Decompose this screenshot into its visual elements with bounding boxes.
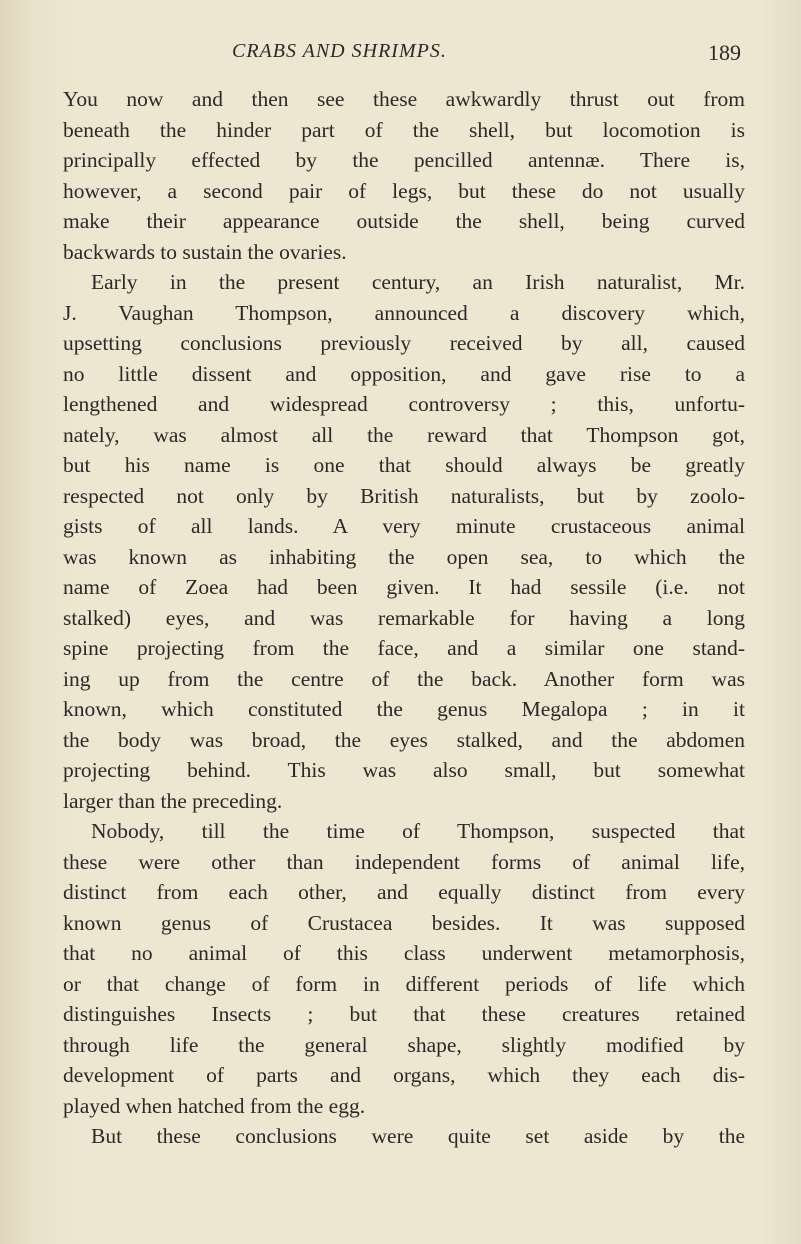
- text-line: beneath the hinder part of the shell, but locomotion is: [63, 117, 745, 142]
- text-line: no little dissent and opposition, and gave rise to a: [63, 361, 745, 386]
- text-line: respected not only by British naturalists, but by zoolo-: [63, 483, 745, 508]
- text-line: that no animal of this class underwent metamorphosis,: [63, 941, 745, 965]
- text-line: But these conclusions were quite set aside by the: [91, 1124, 745, 1148]
- paragraph: [63, 84, 745, 267]
- text-line: upsetting conclusions previously received by all, caused: [63, 331, 745, 355]
- paragraph: [63, 1121, 745, 1152]
- text-line: projecting behind. This was also small, but somewhat: [63, 758, 745, 782]
- page-number: 189: [708, 40, 741, 65]
- text-line: spine projecting from the face, and a similar one stand-: [63, 636, 745, 660]
- text-line: name of Zoea had been given. It had sessile (i.e. not: [63, 575, 745, 599]
- text-line: however, a second pair of legs, but these do not usually: [63, 178, 745, 203]
- text-line: backwards to sustain the ovaries.: [63, 239, 347, 264]
- text-line: or that change of form in different periods of life which: [63, 971, 745, 996]
- text-line: gists of all lands. A very minute crustaceous animal: [63, 514, 745, 538]
- text-line: J. Vaughan Thompson, announced a discovery which,: [63, 300, 745, 325]
- text-line: nately, was almost all the reward that Thompson got,: [63, 422, 745, 447]
- page-header: [0, 40, 801, 70]
- text-line: known, which constituted the genus Megalopa ; in it: [63, 697, 745, 721]
- text-line: lengthened and widespread controversy ; this, unfortu-: [63, 392, 745, 416]
- text-line: was known as inhabiting the open sea, to which the: [63, 544, 745, 569]
- text-line: Nobody, till the time of Thompson, suspected that: [91, 819, 745, 843]
- text-line: but his name is one that should always be greatly: [63, 453, 745, 477]
- text-line: ing up from the centre of the back. Another form was: [63, 666, 745, 691]
- paragraph: [63, 267, 745, 816]
- text-line: distinguishes Insects ; but that these creatures retained: [63, 1002, 745, 1026]
- text-line: the body was broad, the eyes stalked, and the abdomen: [63, 727, 745, 752]
- text-line: played when hatched from the egg.: [63, 1093, 366, 1118]
- text-line: larger than the preceding.: [63, 788, 283, 813]
- text-line: principally effected by the pencilled antennæ. There is,: [63, 148, 745, 172]
- text-line: stalked) eyes, and was remarkable for having a long: [63, 605, 745, 630]
- text-line: these were other than independent forms of animal life,: [63, 849, 745, 874]
- running-head: CRABS AND SHRIMPS.: [232, 40, 447, 62]
- text-line: development of parts and organs, which they each dis-: [63, 1063, 745, 1087]
- text-line: You now and then see these awkwardly thrust out from: [63, 87, 745, 111]
- body-text: [63, 84, 745, 1152]
- paragraph: [63, 816, 745, 1121]
- text-line: distinct from each other, and equally distinct from every: [63, 880, 745, 904]
- text-line: through life the general shape, slightly modified by: [63, 1032, 745, 1057]
- text-line: Early in the present century, an Irish naturalist, Mr.: [91, 270, 745, 294]
- text-line: make their appearance outside the shell, being curved: [63, 209, 745, 233]
- text-line: known genus of Crustacea besides. It was supposed: [63, 910, 745, 935]
